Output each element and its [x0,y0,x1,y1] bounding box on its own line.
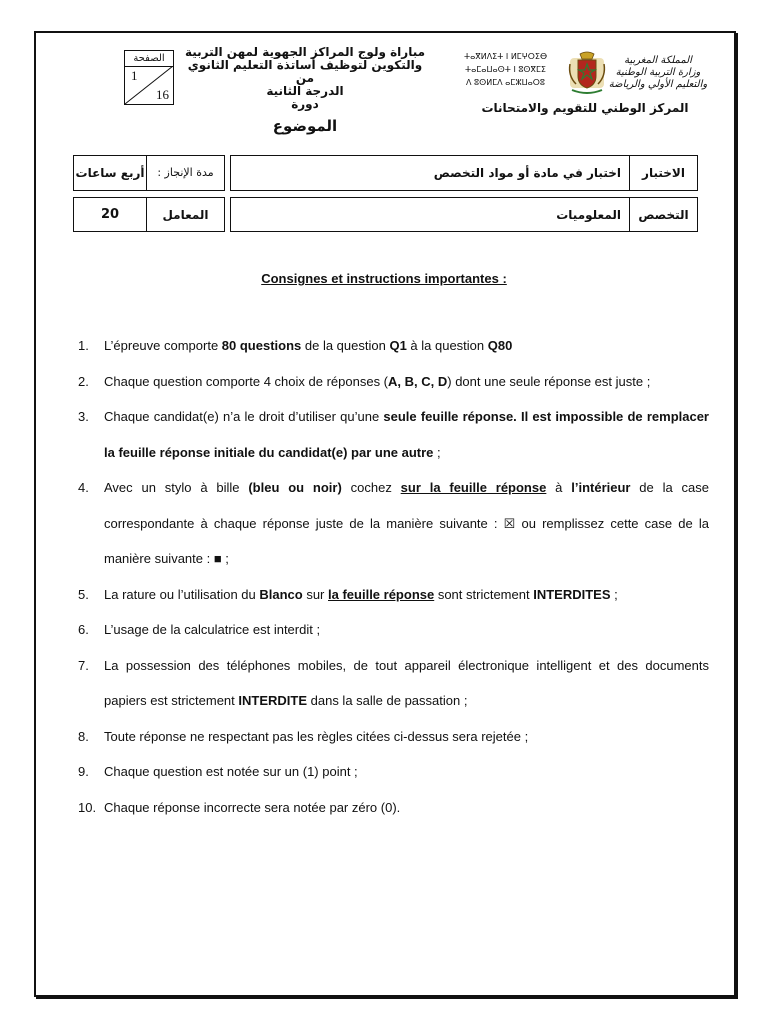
title-line-1: مباراة ولوج المراكز الجهوية لمهن التربية [184,45,426,59]
exam-label: الاختبار [642,166,685,180]
duration-value: أربع ساعات [75,166,145,180]
instruction-item: 7. La possession des téléphones mobiles, de tout appareil électronique intelligent et des documents papiers est strictement INTERDITE dans la salle de passation ; [78,657,709,708]
duration-box [73,155,225,191]
specialty-label: التخصص [638,207,689,222]
specialty-value: المعلوميات [556,207,621,222]
title-line-2: والتكوين لتوظيف أساتذة التعليم الثانوي من [187,58,423,85]
coat-of-arms-icon [566,50,608,96]
tifinagh-line-1: ⵜⴰⴳⵍⴷⵉⵜ ⵏ ⵍⵎⵖⵔⵉⴱ [463,52,548,61]
ministry-line-2: وزارة التربية الوطنية [615,67,701,78]
coefficient-label-cell [146,198,224,231]
coefficient-value-cell [74,198,146,231]
instructions-title: Consignes et instructions importantes : [261,271,507,286]
page-total: 16 [156,87,169,102]
duration-label: مدة الإنجاز : [157,166,214,179]
tifinagh-line-3: ⴷ ⵓⵙⵍⵎⴷ ⴰⵎⵣⵡⴰⵔⵓ [466,78,545,87]
instruction-item: 9. Chaque question est notée sur un (1) point ; [78,764,358,779]
specialty-label-cell [629,198,697,231]
page-number: 1 [131,68,138,83]
ministry-line-1: المملكة المغربية [624,55,692,66]
instruction-item: 5. La rature ou l’utilisation du Blanco sur la feuille réponse sont strictement INTERDITES ; [78,586,618,602]
exam-value: اختبار في مادة أو مواد التخصص [433,166,621,180]
coefficient-label: المعامل [162,207,209,222]
exam-box [230,155,698,191]
page-label: الصفحة [125,51,173,67]
duration-label-cell [146,156,224,190]
instruction-item: 10. Chaque réponse incorrecte sera notée par zéro (0). [78,799,401,815]
coefficient-box [73,197,225,232]
tifinagh-line-2: ⵜⴰⵎⴰⵡⴰⵙⵜ ⵏ ⵓⵙⴳⵎⵉ [465,65,546,74]
exam-label-cell [629,156,697,190]
instructions-list [78,328,709,825]
specialty-box [230,197,698,232]
center-name: المركز الوطني للتقويم والامتحانات [481,101,689,115]
title-line-4: دورة [291,97,319,111]
exam-title [180,46,430,111]
duration-value-cell [74,156,146,190]
title-line-3: الدرجة الثانية [266,84,344,98]
specialty-value-cell [231,198,629,231]
ministry-line-3: والتعليم الأولي والرياضة [608,79,708,90]
tifinagh-heading [448,50,563,89]
instruction-item: 8. Toute réponse ne respectant pas les règles citées ci-dessus sera rejetée ; [78,728,529,744]
instruction-item: 1. L’épreuve comporte 80 questions de la question Q1 à la question Q80 [78,338,513,353]
instruction-item: 6. L’usage de la calculatrice est interdit ; [78,622,321,637]
subject-label: الموضوع [272,117,338,135]
ministry-name [608,55,708,91]
page-counter [124,50,174,105]
instruction-item: 3. Chaque candidat(e) n’a le droit d’utiliser qu’une seule feuille réponse. Il est impossible de remplacer la feuille réponse initiale du candidat(e) par une autre ; [78,409,709,460]
instruction-item: 2. Chaque question comporte 4 choix de réponses (A, B, C, D) dont une seule réponse est juste ; [78,373,651,389]
instruction-item: 4. Avec un stylo à bille (bleu ou noir) cochez sur la feuille réponse à l’intérieur de la case correspondante à chaque réponse juste de la manière suivante : ☒ ou remplissez cette case de la manière suivante : ■ ; [78,480,709,566]
exam-value-cell [231,156,629,190]
coefficient-value: 20 [100,207,120,222]
